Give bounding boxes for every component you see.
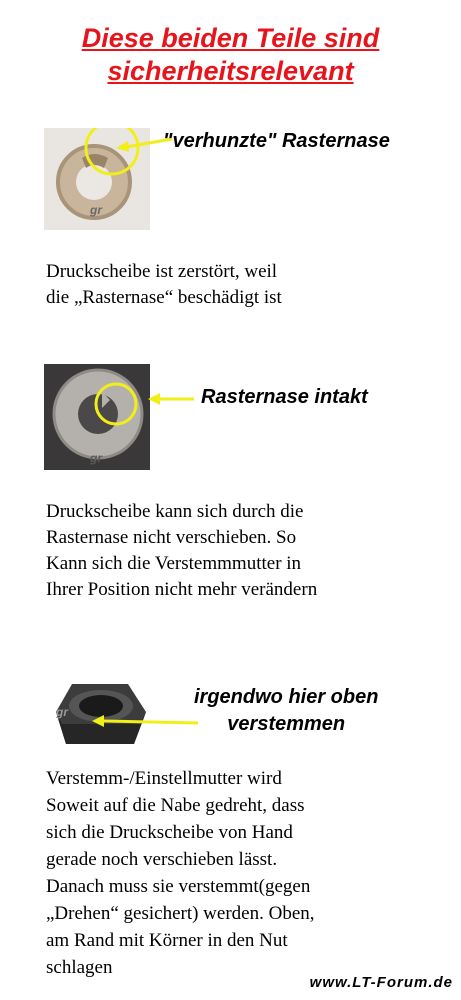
text-line: Soweit auf die Nabe gedreht, dass <box>46 795 305 816</box>
photo-mark-3: gr <box>56 705 68 719</box>
text-line: „Drehen“ gesichert) werden. Oben, <box>46 903 315 924</box>
intact-washer-photo <box>44 364 150 470</box>
intact-tab-label: Rasternase intakt <box>201 386 368 408</box>
text-line: Druckscheibe kann sich durch die <box>46 501 304 522</box>
site-watermark: www.LT-Forum.de <box>309 974 453 991</box>
crimp-location-label <box>194 684 378 738</box>
page-title-line-2: sicherheitsrelevant <box>107 56 354 86</box>
text-line: Kann sich die Verstemmmutter in <box>46 553 302 574</box>
text-line: schlagen <box>46 957 113 978</box>
text-line: am Rand mit Körner in den Nut <box>46 930 288 951</box>
text-line: Verstemm-/Einstellmutter wird <box>46 768 282 789</box>
page-title-line-1: Diese beiden Teile sind <box>81 23 380 53</box>
text-line: Rasternase nicht verschieben. So <box>46 527 297 548</box>
damaged-tab-label: "verhunzte" Rasternase <box>163 130 390 152</box>
damaged-washer-description <box>46 259 282 311</box>
crimp-label-line-2: verstemmen <box>227 713 346 735</box>
nut-instructions <box>46 765 315 981</box>
arrow-icon <box>90 712 200 730</box>
text-line: Danach muss sie verstemmt(gegen <box>46 876 311 897</box>
arrow-icon <box>146 391 196 407</box>
photo-mark-1: gr <box>90 203 102 217</box>
text-line: Druckscheibe ist zerstört, weil <box>46 261 278 282</box>
text-line: Ihrer Position nicht mehr verändern <box>46 579 318 600</box>
text-line: die „Rasternase“ beschädigt ist <box>46 287 282 308</box>
photo-mark-2: gr <box>90 451 102 465</box>
intact-washer-description <box>46 499 317 603</box>
text-line: gerade noch verschieben lässt. <box>46 849 278 870</box>
text-line: sich die Druckscheibe von Hand <box>46 822 293 843</box>
crimp-label-line-1: irgendwo hier oben <box>194 686 379 708</box>
